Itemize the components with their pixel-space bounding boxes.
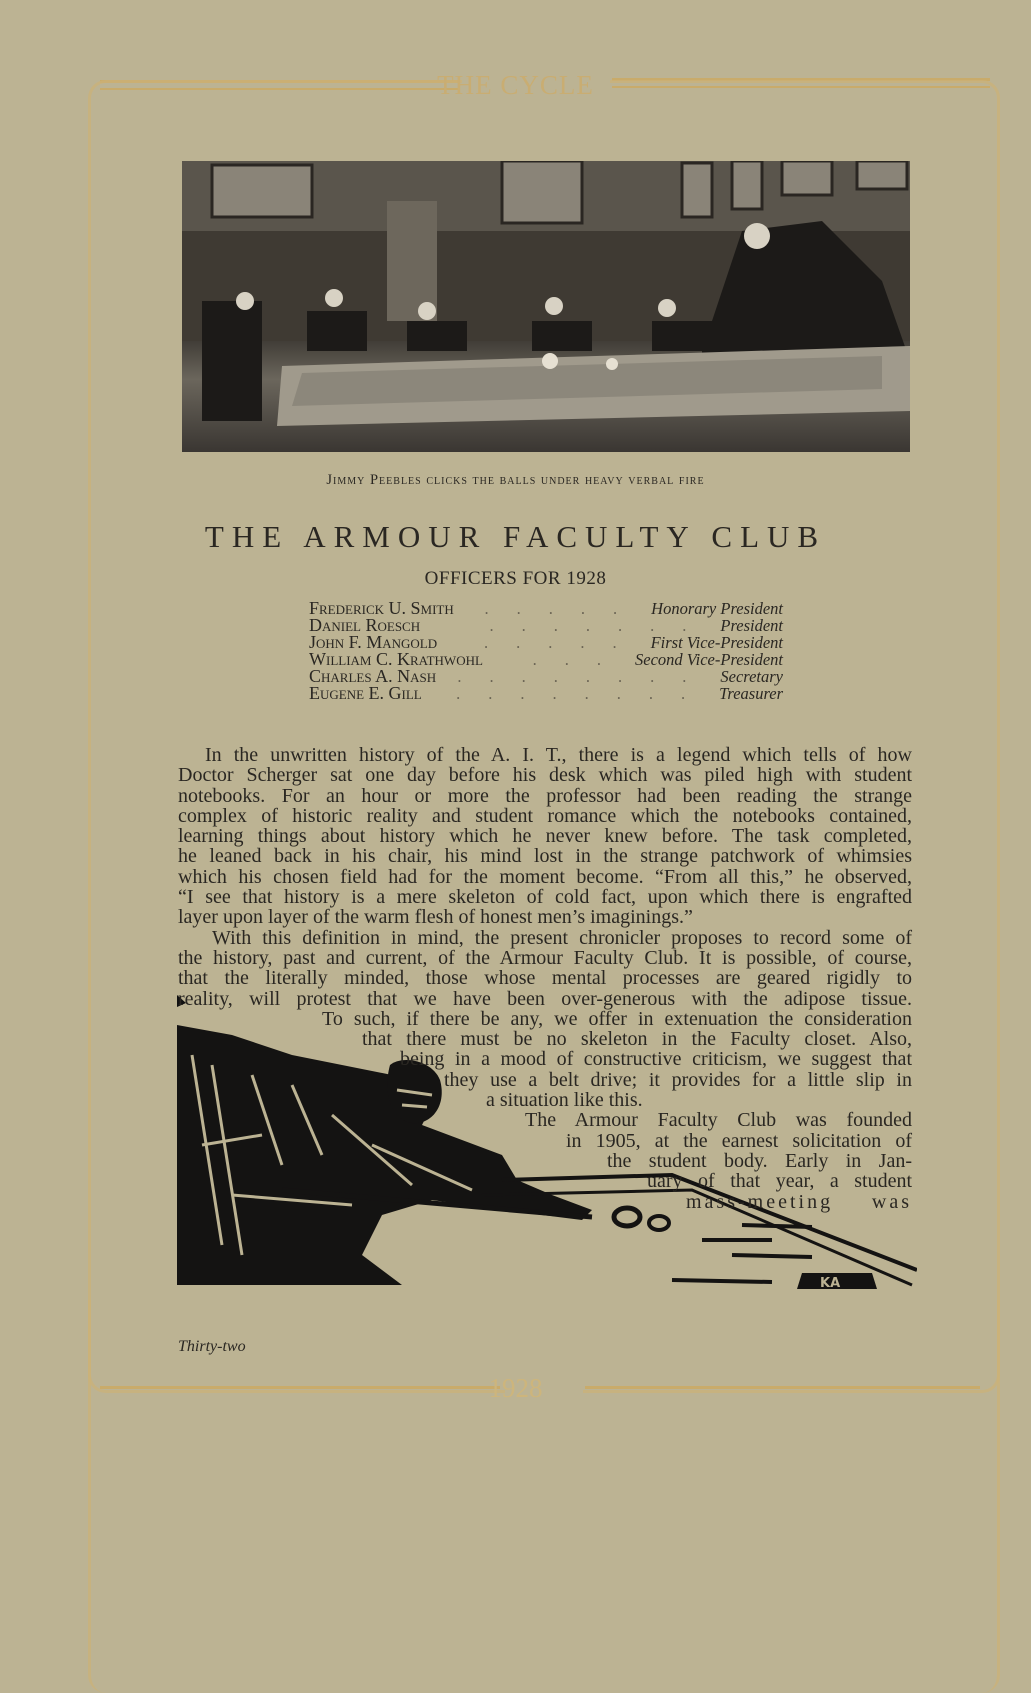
body-line: The Armour Faculty Club was founded xyxy=(525,1109,912,1132)
leader-dots: ........ xyxy=(456,685,714,702)
body-line: they use a belt drive; it provides for a little slip in xyxy=(444,1068,912,1091)
body-line: being in a mood of constructive criticism, we suggest that xyxy=(400,1048,912,1071)
officer-role: First Vice-President xyxy=(650,633,783,652)
billiards-photo xyxy=(182,161,910,452)
woodcut-signature: KA xyxy=(820,1276,841,1291)
officer-name: John F. Mangold xyxy=(309,632,438,652)
leader-dots: ........ xyxy=(457,668,715,685)
photo-caption: Jimmy Peebles clicks the balls under heavy verbal fire xyxy=(326,472,705,488)
body-line: complex of historic reality and student romance which the notebooks contained, xyxy=(178,804,912,827)
body-line: learning things about history which he never knew before. The task completed, xyxy=(178,825,912,848)
body-line: that the literally minded, those whose mental processes are geared rigidly to xyxy=(178,967,912,990)
body-line: “I see that history is a mere skeleton of cold fact, upon which there is engrafted xyxy=(178,886,912,909)
body-line: notebooks. For an hour or more the professor had been reading the strange xyxy=(178,784,912,807)
officer-row xyxy=(309,685,783,702)
leader-dots: ..... xyxy=(483,634,645,651)
page-number: Thirty-two xyxy=(178,1338,246,1355)
body-line: that there must be no skeleton in the Faculty closet. Also, xyxy=(362,1028,912,1051)
officer-name: William C. Krathwohl xyxy=(309,649,483,669)
body-line: he leaned back in his chair, his mind lost in the strange patchwork of whimsies xyxy=(178,845,912,868)
running-head: THE CYCLE xyxy=(437,70,594,100)
officer-role: Honorary President xyxy=(651,599,783,618)
body-line: With this definition in mind, the present chronicler proposes to record some of xyxy=(212,926,912,949)
body-line: layer upon layer of the warm flesh of honest men’s imaginings.” xyxy=(178,906,693,929)
officer-role: Secretary xyxy=(720,667,783,686)
body-line: mass-meeting was xyxy=(686,1190,912,1213)
officer-name: Charles A. Nash xyxy=(309,666,437,686)
body-line: a situation like this. xyxy=(486,1089,643,1112)
running-foot-year: 1928 xyxy=(488,1373,543,1403)
body-line: To such, if there be any, we offer in extenuation the consideration xyxy=(322,1007,912,1030)
officers-list xyxy=(309,600,783,702)
officer-role: President xyxy=(720,616,783,635)
officer-role: Treasurer xyxy=(719,684,783,703)
officer-name: Daniel Roesch xyxy=(309,615,421,635)
article-body xyxy=(178,745,912,1212)
photo-illustration xyxy=(182,161,910,452)
officer-name: Frederick U. Smith xyxy=(309,598,454,618)
body-line: Doctor Scherger sat one day before his desk which was piled high with student xyxy=(178,764,912,787)
body-line: the history, past and current, of the Armour Faculty Club. It is possible, of course, xyxy=(178,946,912,969)
leader-dots: ... xyxy=(532,651,630,668)
body-line: which his chosen field had for the moment become. “From all this,” he observed, xyxy=(178,865,912,888)
body-line: in 1905, at the earnest solicitation of xyxy=(566,1129,912,1152)
body-line: In the unwritten history of the A. I. T., there is a legend which tells of how xyxy=(205,744,912,766)
officers-heading: OFFICERS FOR 1928 xyxy=(424,568,607,589)
officer-role: Second Vice-President xyxy=(635,650,783,669)
leader-dots: ..... xyxy=(484,600,646,617)
body-line: reality, will protest that we have been over-generous with the adipose tissue. xyxy=(178,987,912,1010)
officer-name: Eugene E. Gill xyxy=(309,683,422,703)
article-title: THE ARMOUR FACULTY CLUB xyxy=(204,519,827,554)
leader-dots: ....... xyxy=(489,617,715,634)
body-line: the student body. Early in Jan- xyxy=(607,1149,912,1172)
body-line: uary of that year, a student xyxy=(647,1170,912,1193)
